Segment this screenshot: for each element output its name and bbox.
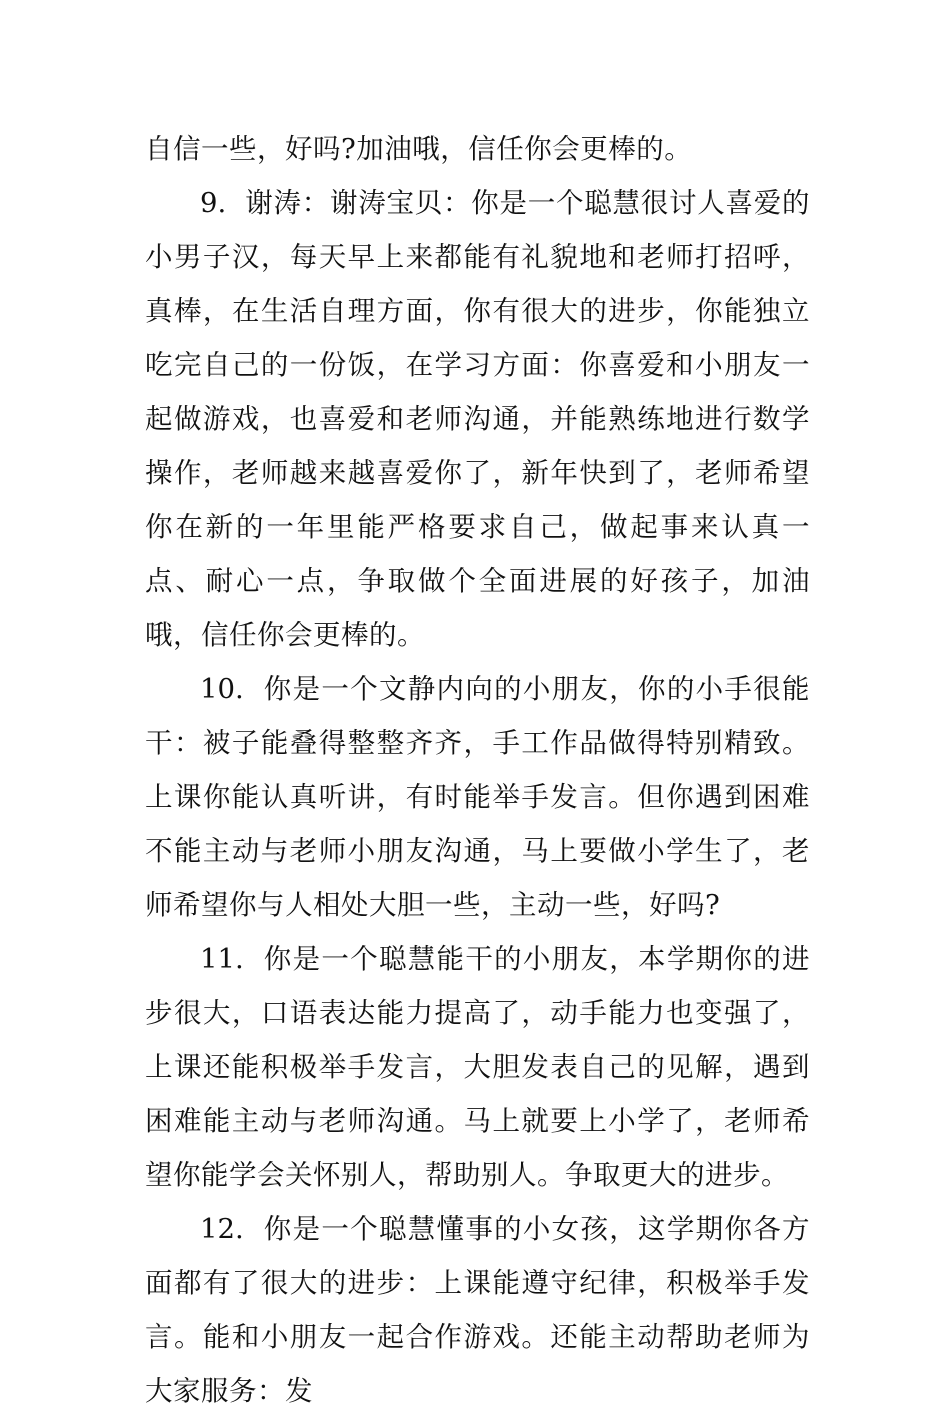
item-number: 11. [200,943,244,975]
paragraph-text: 你是一个文静内向的小朋友，你的小手很能干：被子能叠得整整齐齐，手工作品做得特别精致。上课你能认真听讲，有时能举手发言。但你遇到困难不能主动与老师小朋友沟通，马上要做小学生了，老师希望你与人相处大胆一些，主动一些，好吗? [145,673,810,921]
paragraph-text: 你是一个聪慧懂事的小女孩，这学期你各方面都有了很大的进步：上课能遵守纪律，积极举手发言。能和小朋友一起合作游戏。还能主动帮助老师为大家服务：发 [145,1213,810,1407]
paragraph-item-11 [145,932,810,1202]
item-number: 9. [200,187,227,219]
paragraph-text: 你是一个聪慧能干的小朋友，本学期你的进步很大，口语表达能力提高了，动手能力也变强了，上课还能积极举手发言，大胆发表自己的见解，遇到困难能主动与老师沟通。马上就要上小学了，老师希望你能学会关怀别人，帮助别人。争取更大的进步。 [145,943,810,1191]
paragraph-item-10 [145,662,810,932]
item-number: 12. [200,1213,244,1245]
item-number: 10. [200,673,244,705]
paragraph-text: 自信一些，好吗?加油哦，信任你会更棒的。 [145,133,693,165]
document-body [145,122,810,1418]
paragraph-text: 谢涛：谢涛宝贝：你是一个聪慧很讨人喜爱的小男子汉，每天早上来都能有礼貌地和老师打招呼，真棒，在生活自理方面，你有很大的进步，你能独立吃完自己的一份饭，在学习方面：你喜爱和小朋友一起做游戏，也喜爱和老师沟通，并能熟练地进行数学操作，老师越来越喜爱你了，新年快到了，老师希望你在新的一年里能严格要求自己，做起事来认真一点、耐心一点，争取做个全面进展的好孩子，加油哦，信任你会更棒的。 [145,187,810,651]
paragraph-item-12 [145,1202,810,1418]
paragraph-item-9 [145,176,810,662]
paragraph-continuation [145,122,810,176]
